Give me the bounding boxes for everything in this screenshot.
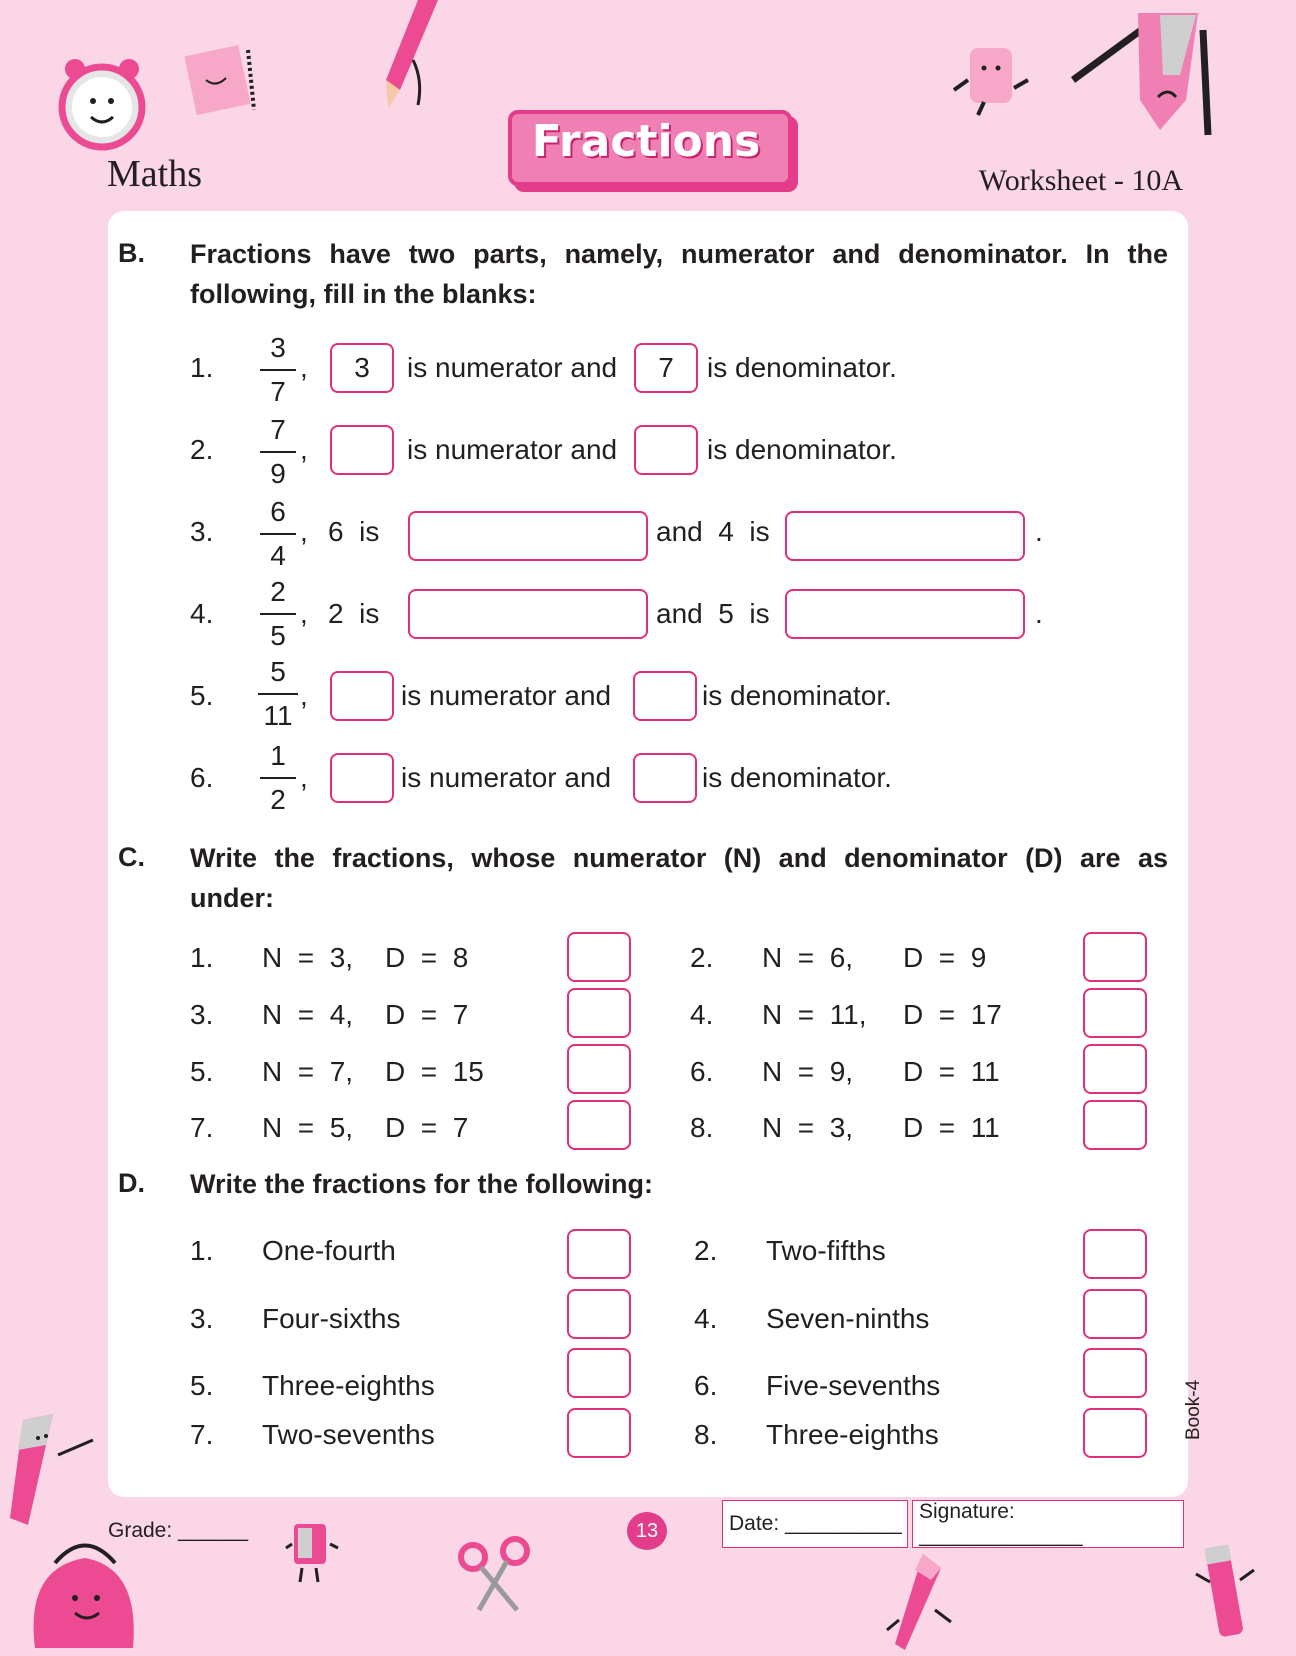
numerator: 5 — [270, 656, 286, 687]
item-number: 5. — [190, 1056, 214, 1087]
denominator: 2 — [270, 784, 286, 815]
item-text: . — [1035, 598, 1043, 629]
numerator-value: N = 5, — [262, 1112, 354, 1143]
page-number: 13 — [627, 1512, 667, 1550]
pencil-ruler-icon — [1068, 5, 1218, 140]
item-text: is denominator. — [702, 762, 892, 793]
comma: , — [300, 516, 308, 547]
answer-box[interactable] — [330, 753, 394, 803]
section-b-letter: B. — [118, 238, 145, 268]
item-text: and 4 is — [656, 516, 770, 547]
item-number: 5. — [190, 1370, 214, 1401]
numerator: 7 — [270, 414, 286, 445]
item-number: 3. — [190, 1303, 214, 1334]
item-number: 2. — [694, 1235, 718, 1266]
denominator: 7 — [270, 376, 286, 407]
fraction — [260, 495, 296, 573]
fraction — [258, 655, 298, 733]
item-number: 8. — [690, 1112, 714, 1143]
fraction — [260, 575, 296, 653]
answer-box[interactable] — [567, 1229, 631, 1279]
item-number: 1. — [190, 1235, 214, 1266]
answer-box[interactable] — [633, 753, 697, 803]
denominator: 4 — [270, 540, 286, 571]
answer-box[interactable] — [567, 932, 631, 982]
item-text: is numerator and — [407, 434, 618, 465]
item-number: 6. — [190, 762, 214, 793]
answer-box[interactable]: 3 — [330, 343, 394, 393]
numerator-value: N = 4, — [262, 999, 354, 1030]
section-b-instruction — [190, 234, 1168, 314]
answer-box[interactable] — [567, 1044, 631, 1094]
item-number: 1. — [190, 942, 214, 973]
section-c-line1: Write the fractions, whose numerator (N) and denominator (D) are as — [190, 843, 1168, 873]
item-text: is numerator and — [407, 352, 618, 383]
section-c-line2: under: — [190, 883, 274, 913]
fraction-words: Five-sevenths — [766, 1370, 941, 1401]
item-text: 2 is — [328, 598, 380, 629]
fraction — [260, 413, 296, 491]
section-b-line1: Fractions have two parts, namely, numerator and denominator. In the — [190, 239, 1168, 269]
item-text: is numerator and — [401, 680, 612, 711]
fraction — [260, 331, 296, 409]
numerator: 3 — [270, 332, 286, 363]
comma: , — [300, 434, 308, 465]
answer-box[interactable] — [1083, 1408, 1147, 1458]
pen-icon — [885, 1550, 965, 1654]
fraction-words: Two-fifths — [766, 1235, 886, 1266]
pencil-icon — [378, 0, 448, 115]
alarm-clock-icon — [55, 45, 150, 155]
numerator: 6 — [270, 496, 286, 527]
date-field[interactable]: Date: __________ — [722, 1500, 908, 1548]
item-number: 6. — [690, 1056, 714, 1087]
item-number: 6. — [694, 1370, 718, 1401]
numerator-value: N = 3, — [762, 1112, 854, 1143]
answer-box[interactable] — [634, 425, 698, 475]
answer-box[interactable] — [567, 1289, 631, 1339]
item-text: is numerator and — [401, 762, 612, 793]
denominator-value: D = 7 — [385, 1112, 469, 1143]
item-number: 7. — [190, 1419, 214, 1450]
denominator-value: D = 11 — [903, 1056, 1000, 1087]
item-number: 4. — [690, 999, 714, 1030]
answer-box[interactable] — [1083, 988, 1147, 1038]
section-c-letter: C. — [118, 842, 145, 872]
answer-box[interactable] — [1083, 932, 1147, 982]
item-text: 6 is — [328, 516, 380, 547]
page-title: Fractions — [531, 116, 761, 167]
denominator: 9 — [270, 458, 286, 489]
comma: , — [300, 598, 308, 629]
comma: , — [300, 352, 308, 383]
answer-box[interactable] — [1083, 1044, 1147, 1094]
eraser-icon — [948, 40, 1033, 120]
numerator: 1 — [270, 740, 286, 771]
item-number: 5. — [190, 680, 214, 711]
answer-box[interactable] — [1083, 1348, 1147, 1398]
denominator-value: D = 7 — [385, 999, 469, 1030]
backpack-icon — [15, 1528, 155, 1654]
fraction-words: Four-sixths — [262, 1303, 401, 1334]
fraction-words: Three-eighths — [262, 1370, 435, 1401]
comma: , — [300, 762, 308, 793]
scissors-icon — [455, 1535, 535, 1615]
answer-box[interactable] — [1083, 1100, 1147, 1150]
denominator-value: D = 15 — [385, 1056, 484, 1087]
ruler-icon — [8, 1410, 98, 1530]
section-d-letter: D. — [118, 1168, 145, 1198]
item-text: is denominator. — [707, 352, 897, 383]
answer-box[interactable] — [1083, 1229, 1147, 1279]
answer-box[interactable]: 7 — [634, 343, 698, 393]
numerator: 2 — [270, 576, 286, 607]
answer-box[interactable] — [330, 671, 394, 721]
item-number: 8. — [694, 1419, 718, 1450]
numerator-value: N = 7, — [262, 1056, 354, 1087]
item-number: 2. — [190, 434, 214, 465]
answer-box[interactable] — [567, 1100, 631, 1150]
denominator-value: D = 17 — [903, 999, 1002, 1030]
numerator-value: N = 11, — [762, 999, 867, 1030]
section-b-line2: following, fill in the blanks: — [190, 279, 537, 309]
item-number: 3. — [190, 999, 214, 1030]
item-text: is denominator. — [707, 434, 897, 465]
item-number: 3. — [190, 516, 214, 547]
grade-field[interactable]: Grade: ______ — [108, 1519, 249, 1542]
denominator-value: D = 9 — [903, 942, 987, 973]
answer-box[interactable] — [330, 425, 394, 475]
fraction — [260, 739, 296, 817]
numerator-value: N = 6, — [762, 942, 854, 973]
answer-box[interactable] — [567, 1348, 631, 1398]
comma: , — [300, 680, 308, 711]
section-d-instruction: Write the fractions for the following: — [190, 1169, 653, 1199]
subject-label: Maths — [107, 153, 202, 195]
answer-box[interactable] — [567, 988, 631, 1038]
numerator-value: N = 9, — [762, 1056, 854, 1087]
fraction-words: Two-sevenths — [262, 1419, 435, 1450]
item-text: . — [1035, 516, 1043, 547]
fraction-words: Seven-ninths — [766, 1303, 930, 1334]
fraction-words: One-fourth — [262, 1235, 396, 1266]
answer-box-wide[interactable] — [408, 511, 648, 561]
numerator-value: N = 3, — [262, 942, 354, 973]
item-number: 4. — [190, 598, 214, 629]
section-c-instruction — [190, 838, 1168, 918]
notepad-icon — [178, 40, 263, 125]
answer-box[interactable] — [567, 1408, 631, 1458]
answer-box-wide[interactable] — [408, 589, 648, 639]
worksheet-number: Worksheet - 10A — [978, 164, 1183, 197]
denominator: 5 — [270, 620, 286, 651]
item-number: 4. — [694, 1303, 718, 1334]
denominator-value: D = 8 — [385, 942, 469, 973]
item-text: is denominator. — [702, 680, 892, 711]
item-number: 7. — [190, 1112, 214, 1143]
fraction-words: Three-eighths — [766, 1419, 939, 1450]
answer-box[interactable] — [633, 671, 697, 721]
denominator: 11 — [263, 700, 293, 731]
answer-box[interactable] — [1083, 1289, 1147, 1339]
answer-box-wide[interactable] — [785, 589, 1025, 639]
signature-field[interactable]: Signature: ______________ — [912, 1500, 1184, 1548]
item-number: 1. — [190, 352, 214, 383]
item-number: 2. — [690, 942, 714, 973]
denominator-value: D = 11 — [903, 1112, 1000, 1143]
book-label: Book-4 — [1183, 1379, 1204, 1440]
item-text: and 5 is — [656, 598, 770, 629]
pencil-icon — [1190, 1540, 1260, 1654]
sharpener-icon — [282, 1518, 342, 1588]
answer-box-wide[interactable] — [785, 511, 1025, 561]
